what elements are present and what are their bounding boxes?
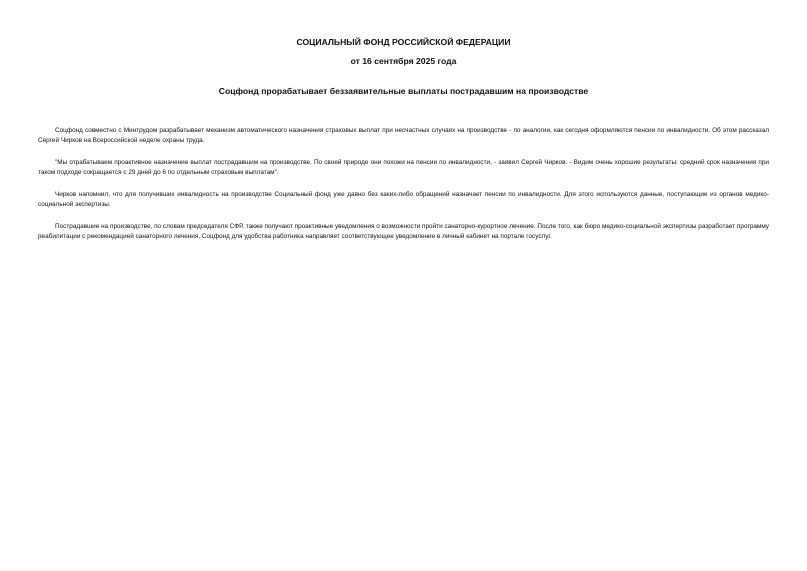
organization-heading: СОЦИАЛЬНЫЙ ФОНД РОССИЙСКОЙ ФЕДЕРАЦИИ: [296, 37, 511, 47]
document-body: [38, 126, 769, 254]
paragraph: Чирков напомнил, что для получивших инвалидность на производстве Социальный фонд уже давно без каких-либо обращений назначает пенсии по инвалидности. Для этого используются данные, поступающие из органов медико-социальной экспертизы.: [38, 191, 769, 208]
paragraph: Соцфонд совместно с Минтрудом разрабатывает механизм автоматического назначения страховых выплат при несчастных случаях на производстве - по аналогии, как сегодня оформляются пенсии по инвалидности. Об этом рассказал Сергей Чирков на Всероссийской неделе охраны труда.: [38, 127, 769, 144]
paragraph: "Мы отрабатываем проактивное назначение выплат пострадавшим на производстве. По своей природе они похожи на пенсии по инвалидности, - заявил Сергей Чирков. - Видим очень хорошие результаты: средний срок назначения при таком подходе сокращается с 29 дней до 6 по отдельным страховым выплатам".: [38, 159, 769, 176]
document-title: Соцфонд прорабатывает беззаявительные выплаты пострадавшим на производстве: [218, 86, 589, 96]
paragraph: Пострадавшие на производстве, по словам председателя СФР, также получают проактивные уведомления о возможности пройти санаторно-курортное лечение. После того, как бюро медико-социальной экспертизы разработает программу реабилитации с рекомендацией санаторного лечения, Соцфонд для удобства работника направляет соответствующее уведомление в личный кабинет на портале госуслуг.: [38, 223, 769, 240]
document-date: от 16 сентября 2025 года: [350, 56, 457, 66]
